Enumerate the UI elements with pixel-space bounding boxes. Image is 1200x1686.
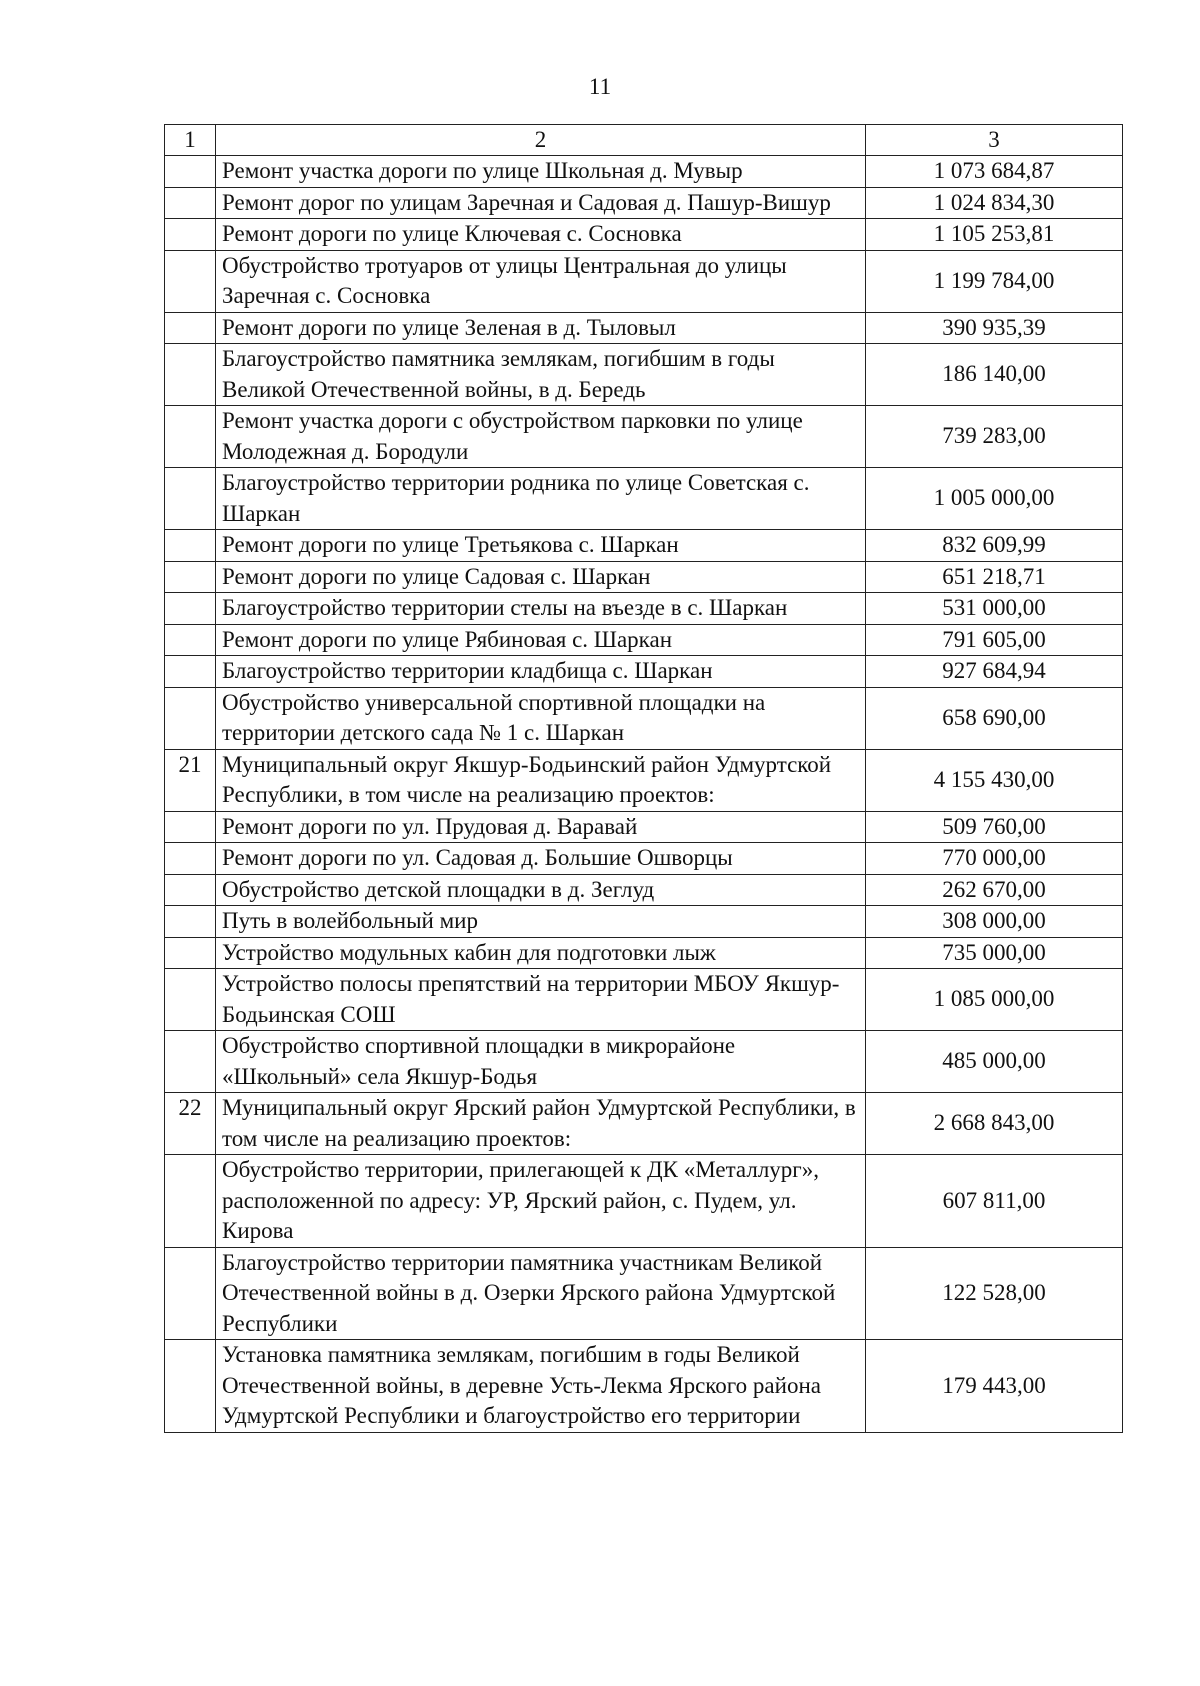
row-number-cell <box>165 1340 216 1433</box>
table-row <box>165 656 1123 688</box>
row-number-cell <box>165 624 216 656</box>
amount-cell: 791 605,00 <box>866 624 1123 656</box>
amount-cell: 186 140,00 <box>866 344 1123 406</box>
table-row <box>165 468 1123 530</box>
amount-cell: 607 811,00 <box>866 1155 1123 1248</box>
row-number-cell <box>165 906 216 938</box>
table-row <box>165 156 1123 188</box>
project-name-cell: Устройство модульных кабин для подготовки лыж <box>216 937 866 969</box>
project-name-cell: Ремонт дороги по улице Зеленая в д. Тыловыл <box>216 312 866 344</box>
table-row <box>165 1155 1123 1248</box>
project-name-cell: Устройство полосы препятствий на территории МБОУ Якшур-Бодьинская СОШ <box>216 969 866 1031</box>
row-number-cell <box>165 187 216 219</box>
project-name-cell: Обустройство тротуаров от улицы Центральная до улицы Заречная с. Сосновка <box>216 250 866 312</box>
project-name-cell: Путь в волейбольный мир <box>216 906 866 938</box>
project-name-cell: Обустройство универсальной спортивной площадки на территории детского сада № 1 с. Шаркан <box>216 687 866 749</box>
table-row <box>165 687 1123 749</box>
row-number-cell: 21 <box>165 749 216 811</box>
table-row <box>165 344 1123 406</box>
table-row <box>165 874 1123 906</box>
project-name-cell: Обустройство спортивной площадки в микрорайоне «Школьный» села Якшур-Бодья <box>216 1031 866 1093</box>
project-name-cell: Муниципальный округ Ярский район Удмуртской Республики, в том числе на реализацию проектов: <box>216 1093 866 1155</box>
project-name-cell: Ремонт дороги по улице Садовая с. Шаркан <box>216 561 866 593</box>
row-number-cell <box>165 874 216 906</box>
amount-cell: 1 085 000,00 <box>866 969 1123 1031</box>
amount-cell: 927 684,94 <box>866 656 1123 688</box>
row-number-cell <box>165 811 216 843</box>
project-name-cell: Ремонт дороги по улице Третьякова с. Шаркан <box>216 530 866 562</box>
project-name-cell: Ремонт дороги по улице Ключевая с. Сосновка <box>216 219 866 251</box>
table-row <box>165 906 1123 938</box>
project-name-cell: Ремонт дороги по улице Рябиновая с. Шаркан <box>216 624 866 656</box>
project-name-cell: Благоустройство территории памятника участникам Великой Отечественной войны в д. Озерки Ярского района Удмуртской Республики <box>216 1247 866 1340</box>
table-row <box>165 749 1123 811</box>
table-row <box>165 1031 1123 1093</box>
project-name-cell: Ремонт дороги по ул. Прудовая д. Варавай <box>216 811 866 843</box>
row-number-cell <box>165 219 216 251</box>
row-number-cell <box>165 530 216 562</box>
row-number-cell <box>165 344 216 406</box>
table-row <box>165 219 1123 251</box>
amount-cell: 739 283,00 <box>866 406 1123 468</box>
budget-table <box>164 124 1123 1433</box>
row-number-cell: 22 <box>165 1093 216 1155</box>
amount-cell: 735 000,00 <box>866 937 1123 969</box>
project-name-cell: Ремонт участка дороги по улице Школьная д. Мувыр <box>216 156 866 188</box>
row-number-cell <box>165 561 216 593</box>
amount-cell: 1 105 253,81 <box>866 219 1123 251</box>
amount-cell: 1 199 784,00 <box>866 250 1123 312</box>
table-row <box>165 406 1123 468</box>
row-number-cell <box>165 843 216 875</box>
table-row <box>165 187 1123 219</box>
amount-cell: 832 609,99 <box>866 530 1123 562</box>
table-row <box>165 1247 1123 1340</box>
amount-cell: 651 218,71 <box>866 561 1123 593</box>
project-name-cell: Ремонт участка дороги с обустройством парковки по улице Молодежная д. Бородули <box>216 406 866 468</box>
table-row <box>165 937 1123 969</box>
project-name-cell: Благоустройство территории стелы на въезде в с. Шаркан <box>216 593 866 625</box>
row-number-cell <box>165 156 216 188</box>
project-name-cell: Благоустройство территории родника по улице Советская с. Шаркан <box>216 468 866 530</box>
project-name-cell: Установка памятника землякам, погибшим в годы Великой Отечественной войны, в деревне Усть-Лекма Ярского района Удмуртской Республики и благоустройство его территории <box>216 1340 866 1433</box>
project-name-cell: Благоустройство территории кладбища с. Шаркан <box>216 656 866 688</box>
row-number-cell <box>165 312 216 344</box>
row-number-cell <box>165 406 216 468</box>
row-number-cell <box>165 593 216 625</box>
table-row <box>165 250 1123 312</box>
table-row <box>165 969 1123 1031</box>
amount-cell: 2 668 843,00 <box>866 1093 1123 1155</box>
amount-cell: 485 000,00 <box>866 1031 1123 1093</box>
table-row <box>165 1340 1123 1433</box>
row-number-cell <box>165 250 216 312</box>
column-header-2: 2 <box>216 125 866 156</box>
project-name-cell: Обустройство детской площадки в д. Зеглуд <box>216 874 866 906</box>
table-row <box>165 624 1123 656</box>
table-row <box>165 1093 1123 1155</box>
amount-cell: 122 528,00 <box>866 1247 1123 1340</box>
amount-cell: 509 760,00 <box>866 811 1123 843</box>
table-row <box>165 312 1123 344</box>
amount-cell: 1 005 000,00 <box>866 468 1123 530</box>
row-number-cell <box>165 656 216 688</box>
table-row <box>165 811 1123 843</box>
row-number-cell <box>165 468 216 530</box>
amount-cell: 179 443,00 <box>866 1340 1123 1433</box>
amount-cell: 308 000,00 <box>866 906 1123 938</box>
amount-cell: 262 670,00 <box>866 874 1123 906</box>
row-number-cell <box>165 1247 216 1340</box>
amount-cell: 658 690,00 <box>866 687 1123 749</box>
amount-cell: 4 155 430,00 <box>866 749 1123 811</box>
project-name-cell: Муниципальный округ Якшур-Бодьинский район Удмуртской Республики, в том числе на реализацию проектов: <box>216 749 866 811</box>
row-number-cell <box>165 687 216 749</box>
amount-cell: 1 024 834,30 <box>866 187 1123 219</box>
table-row <box>165 843 1123 875</box>
table-header-row <box>165 125 1123 156</box>
amount-cell: 770 000,00 <box>866 843 1123 875</box>
row-number-cell <box>165 1031 216 1093</box>
project-name-cell: Ремонт дороги по ул. Садовая д. Большие Ошворцы <box>216 843 866 875</box>
row-number-cell <box>165 937 216 969</box>
table-row <box>165 593 1123 625</box>
row-number-cell <box>165 969 216 1031</box>
column-header-1: 1 <box>165 125 216 156</box>
amount-cell: 531 000,00 <box>866 593 1123 625</box>
page-number: 11 <box>588 74 612 99</box>
amount-cell: 390 935,39 <box>866 312 1123 344</box>
column-header-3: 3 <box>866 125 1123 156</box>
project-name-cell: Ремонт дорог по улицам Заречная и Садовая д. Пашур-Вишур <box>216 187 866 219</box>
table-row <box>165 561 1123 593</box>
row-number-cell <box>165 1155 216 1248</box>
project-name-cell: Благоустройство памятника землякам, погибшим в годы Великой Отечественной войны, в д. Бередь <box>216 344 866 406</box>
project-name-cell: Обустройство территории, прилегающей к ДК «Металлург», расположенной по адресу: УР, Ярский район, с. Пудем, ул. Кирова <box>216 1155 866 1248</box>
amount-cell: 1 073 684,87 <box>866 156 1123 188</box>
table-row <box>165 530 1123 562</box>
